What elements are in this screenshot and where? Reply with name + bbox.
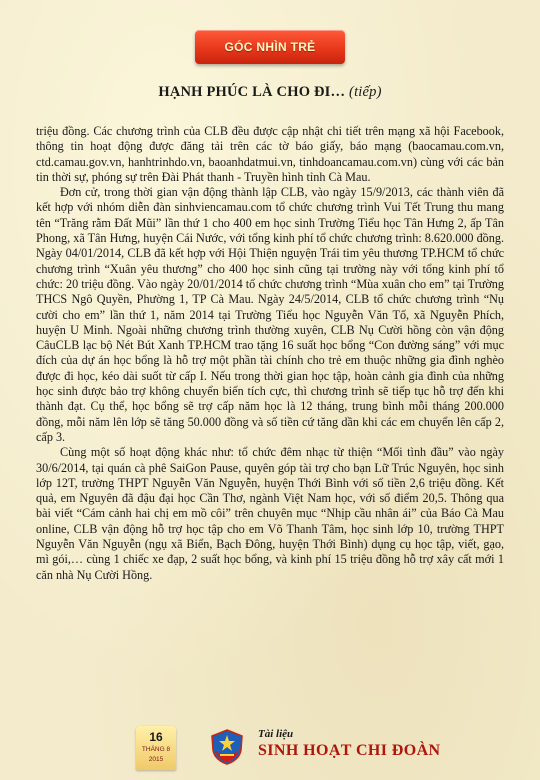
page-number-tab [136, 726, 176, 770]
article-title [0, 84, 540, 101]
section-banner [195, 30, 345, 64]
article-body [36, 124, 504, 722]
page-number: 16 [149, 730, 163, 744]
section-banner-label: GÓC NHÌN TRẺ [224, 40, 316, 54]
article-title-suffix: (tiếp) [349, 84, 382, 100]
article-paragraph: triệu đồng. Các chương trình của CLB đều được cập nhật chi tiết trên mạng xã hội Facebook, thông tin hoạt động được đăng tải trên các tờ báo giấy, báo mạng (baocamau.com.vn, ctd.camau.gov.vn, hanhtrinhdo.vn, baoanhdatmui.vn, tinhdoancamau.com.vn) cùng với các bản tin thời sự, phóng sự trên Đài Phát thanh - Truyền hình tỉnh Cà Mau. [36, 124, 504, 184]
article-paragraph: Cùng một số hoạt động khác như: tổ chức đêm nhạc từ thiện “Mối tình đầu” vào ngày 30/6/2014, tại quán cà phê SaiGon Pause, quyên góp tài trợ cho bạn Lữ Trúc Nguyên, học sinh lớp 12T, trường THPT Nguyễn Văn Nguyễn, huyện Thới Bình với số tiền 2,6 triệu đồng. Kết quả, em Nguyên đã đậu đại học Cần Thơ, ngành Việt Nam học, với số điểm 20,5. Thông qua bài viết “Cám cảnh hai chị em mồ côi” trên chuyên mục “Nhịp cầu nhân ái” của Báo Cà Mau online, CLB vận động hỗ trợ học tập cho em Võ Thanh Tâm, học sinh lớp 10, trường THPT Nguyễn Văn Nguyễn (ngụ xã Biển, Bạch Đông, huyện Thới Bình) dụng cụ học tập, viết, gạo, mì gói,… cùng 1 chiếc xe đạp, 2 suất học bổng, và kinh phí 15 triệu đồng hỗ trợ xây cất mới 1 căn nhà Nụ Cười Hồng. [36, 445, 504, 582]
page-footer [0, 724, 540, 780]
article-paragraph: Đơn cử, trong thời gian vận động thành lập CLB, vào ngày 15/9/2013, các thành viên đã kết hợp với nhóm diễn đàn sinhviencamau.com tổ chức chương trình Vui Tết Trung thu mang tên “Trăng rằm Đất Mũi” lần thứ 1 cho 400 em học sinh Trường Tiểu học Tân Hưng 2, ấp Tân Phong, xã Tân Hưng, huyện Cái Nước, với tổng kinh phí tổ chức chương trình: 8.620.000 đồng. Ngày 04/01/2014, CLB đã kết hợp với Hội Thiện nguyện Trái tim yêu thương TP.HCM tổ chức chương trình “Xuân yêu thương” cho 400 học sinh cũng tại trường này với tổng kinh phí tổ chức: 20 triệu đồng. Vào ngày 20/01/2014 tổ chức chương trình “Mùa xuân cho em” tại Trường THCS Ngô Quyền, Phường 1, TP Cà Mau. Ngày 24/5/2014, CLB tổ chức chương trình “Nụ cười cho em” lần thứ 1, năm 2014 tại Trường Tiểu học Nguyễn Văn Tố, xã Nguyễn Phích, huyện U Minh. Ngoài những chương trình thường xuyên, CLB Nụ Cười hồng còn vận động CâuCLB lạc bộ Nét Bút Xanh TP.HCM trao tặng 16 suất học bổng “Con đường sáng” với mục đích của dự án học bổng là hỗ trợ một phần tài chính cho trẻ em thuộc những gia đình nghèo được đi học, kéo dài suốt từ cấp I. Nếu trong thời gian học tập, hoàn cảnh gia đình của những học sinh được bảo trợ không chuyển biến tích cực, thì chương trình sẽ tiếp tục hỗ trợ đến khi thành đạt. Cụ thể, học bổng sẽ trợ cấp năm học là 12 tháng, trung bình mỗi tháng 200.000 đồng, mỗi năm lên lớp sẽ tăng 50.000 đồng và số tiền cứ tăng dần khi các em chuyển lên cấp 2, cấp 3. [36, 185, 504, 444]
brand-caption: Tài liệu [258, 728, 294, 740]
issue-year: 2015 [148, 756, 164, 763]
issue-month: THÁNG 8 [141, 746, 171, 753]
article-title-text: HẠNH PHÚC LÀ CHO ĐI… [158, 84, 346, 100]
brand-name: SINH HOẠT CHI ĐOÀN [258, 742, 441, 759]
youth-union-emblem-icon [208, 728, 246, 766]
